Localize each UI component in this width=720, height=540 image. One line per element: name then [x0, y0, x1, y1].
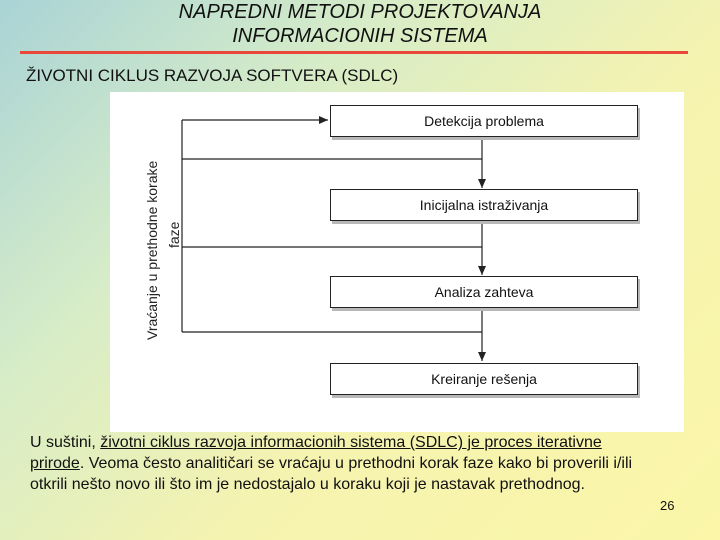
- title-underline: [20, 51, 688, 54]
- body-text-part-1: U suštini,: [30, 434, 101, 451]
- page-number: 26: [660, 498, 675, 513]
- step-label: Detekcija problema: [424, 113, 544, 129]
- body-text-part-2: . Veoma često analitičari se vraćaju u prethodni korak faze kako bi proverili i/ili otkrili nešto novo ili što im je nedostajalo u koraku koji je nastavak prethodnog.: [30, 455, 633, 493]
- title-line-2: INFORMACIONIH SISTEMA: [232, 25, 488, 47]
- slide-subtitle: ŽIVOTNI CIKLUS RAZVOJA SOFTVERA (SDLC): [26, 66, 399, 85]
- step-label: Analiza zahteva: [434, 284, 534, 300]
- step-inicijalna-istrazivanja: [330, 189, 638, 221]
- step-detekcija-problema: [330, 105, 638, 137]
- step-analiza-zahteva: [330, 276, 638, 308]
- return-label-main: Vraćanje u prethodne korake: [144, 160, 160, 340]
- title-line-1: NAPREDNI METODI PROJEKTOVANJA: [178, 1, 542, 23]
- step-label: Inicijalna istraživanja: [419, 197, 549, 213]
- step-label: Kreiranje rešenja: [431, 371, 537, 387]
- body-text-underlined: životni ciklus razvoja informacionih sistema (SDLC) je proces iterativne prirode: [30, 434, 602, 472]
- return-label-phase: faze: [166, 221, 182, 248]
- step-kreiranje-resenja: [330, 363, 638, 395]
- sdlc-diagram: [110, 92, 684, 432]
- slide-title: [0, 0, 720, 48]
- body-paragraph: [30, 432, 640, 495]
